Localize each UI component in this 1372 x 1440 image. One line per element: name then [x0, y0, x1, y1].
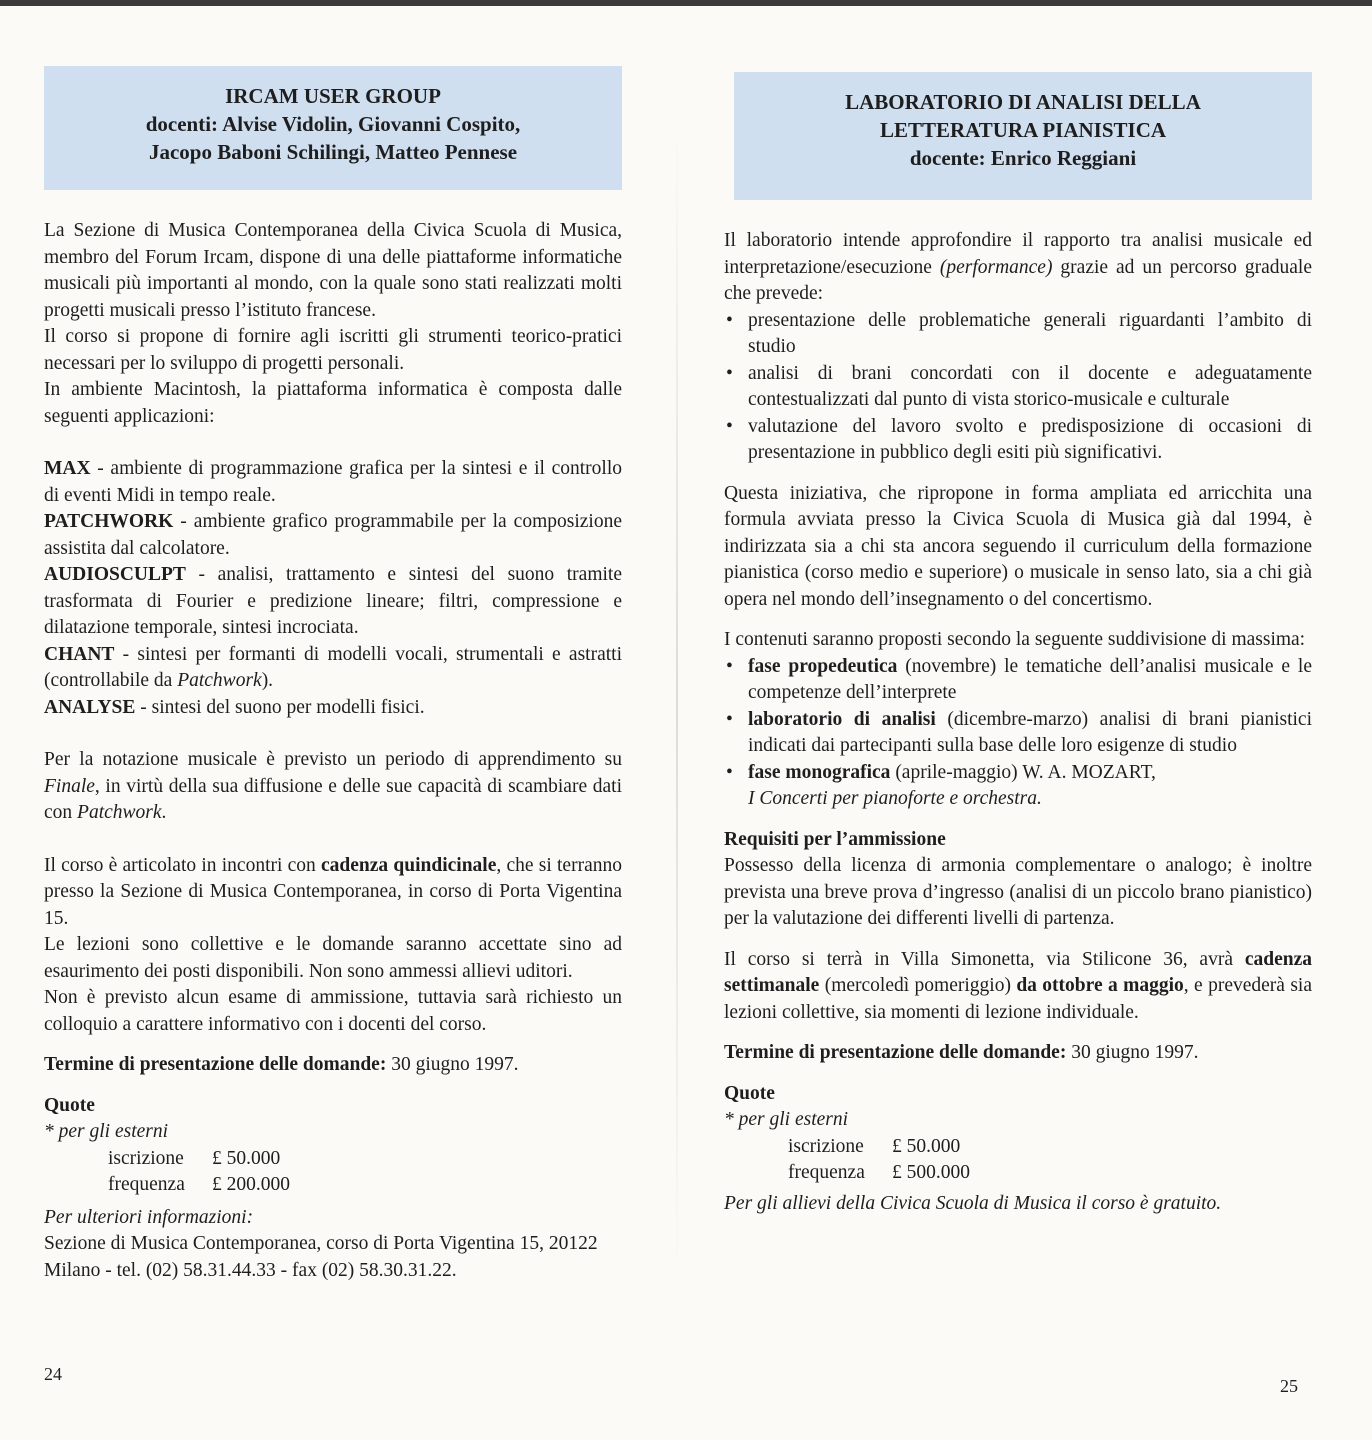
lessons-paragraph: Le lezioni sono collettive e le domande saranno accettate sino ad esaurimento dei posti disponibili. Non sono ammessi allievi uditori. [44, 934, 622, 982]
left-quote-sub: * per gli esterni [44, 1121, 169, 1142]
right-body [724, 228, 1312, 1217]
left-header-title: IRCAM USER GROUP [225, 84, 441, 108]
location-paragraph [724, 947, 1312, 1027]
app-audiosculpt [44, 562, 622, 642]
app-desc: - sintesi del suono per modelli fisici. [135, 696, 425, 718]
right-header-line2: LETTERATURA PIANISTICA [879, 118, 1167, 142]
right-intro [724, 228, 1312, 308]
app-desc: - analisi, trattamento e sintesi del suono tramite trasformata di Fourier e predizione lineare; filtri, compressione e dilatazione temporale, sintesi incrociata. [44, 564, 622, 638]
app-chant [44, 642, 622, 695]
notation-patchwork: Patchwork [77, 802, 162, 823]
right-fee-row [724, 1160, 1312, 1187]
phase-text: (novembre) le tematiche dell’analisi musicale e le competenze dell’interprete [748, 655, 1312, 703]
right-header-line3: docente: Enrico Reggiani [909, 146, 1137, 170]
app-patchwork [44, 509, 622, 562]
app-name: AUDIOSCULPT [44, 564, 186, 585]
page-fold [676, 120, 678, 1280]
requirements-text: Possesso della licenza di armonia complementare o analogo; è inoltre prevista una breve prova d’ingresso (analisi di un piccolo brano pianistico) per la valutazione dei differenti livelli di partenza. [724, 855, 1312, 929]
phase-text: (aprile-maggio) W. A. MOZART, [890, 761, 1156, 783]
app-max [44, 456, 622, 509]
info-label: Per ulteriori informazioni: [44, 1206, 254, 1228]
right-deadline [724, 1040, 1312, 1067]
app-desc-end: ). [261, 670, 274, 691]
fee-label: iscrizione [108, 1147, 184, 1169]
left-intro-3: In ambiente Macintosh, la piattaforma informatica è composta dalle seguenti applicazioni: [44, 379, 622, 427]
steps-list [724, 308, 1312, 467]
deadline-value: 30 giugno 1997. [1066, 1042, 1199, 1063]
right-quote-sub: * per gli esterni [724, 1109, 849, 1130]
info-text: Sezione di Musica Contemporanea, corso di Porta Vigentina 15, 20122 Milano - tel. (02) 58.31.44.33 - fax (02) 58.30.31.22. [44, 1233, 598, 1281]
fee-value: £ 200.000 [212, 1174, 290, 1195]
notation-text-2: , in virtù della sua diffusione e delle sue capacità di scambiare dati con [44, 775, 622, 823]
fee-value: £ 50.000 [212, 1147, 281, 1169]
location-text: Il corso si terrà in Villa Simonetta, via Stilicone 36, avrà [724, 948, 1245, 970]
intro-text-2: grazie ad un percorso graduale che prevede: [724, 256, 1312, 304]
app-desc-italic: Patchwork [177, 670, 262, 691]
phase-title: laboratorio di analisi [748, 708, 936, 730]
fee-value: £ 50.000 [892, 1135, 961, 1157]
contents-intro: I contenuti saranno proposti secondo la seguente suddivisione di massima: [724, 629, 1306, 650]
notation-text: Per la notazione musicale è previsto un periodo di apprendimento su [44, 749, 622, 770]
left-deadline [44, 1052, 622, 1079]
list-item: • analisi di brani concordati con il docente e adeguatamente contestualizzati dal punto di vista storico-musicale e culturale [724, 361, 1312, 414]
notation-paragraph [44, 747, 622, 827]
fee-label: iscrizione [788, 1135, 864, 1157]
notation-text-3: . [161, 802, 167, 823]
left-intro-2: Il corso si propone di fornire agli iscritti gli strumenti teorico-pratici necessari per lo sviluppo di progetti personali. [44, 326, 622, 374]
app-name: PATCHWORK [44, 511, 174, 532]
initiative-paragraph: Questa iniziativa, che ripropone in forma ampliata ed arricchita una formula avviata presso la Civica Scuola di Musica già dal 1994, è indirizzata sia a chi sta ancora seguendo il curriculum della formazione pianistica (corso medio e superiore) o musicale in senso lato, sia a chi già opera nel mondo dell’insegnamento o del concertismo. [724, 482, 1312, 610]
schedule-text-2: , che si terranno presso la Sezione di Musica Contemporanea, in corso di Porta Vigentina 15. [44, 854, 622, 929]
location-text-2: (mercoledì pomeriggio) [819, 975, 1017, 996]
schedule-text: Il corso è articolato in incontri con [44, 854, 322, 876]
list-item [724, 707, 1312, 760]
app-desc: - ambiente grafico programmabile per la composizione assistita dal calcolatore. [44, 511, 622, 559]
app-analyse [44, 695, 622, 722]
fee-label: frequenza [108, 1174, 185, 1195]
right-page [724, 0, 1312, 1217]
left-header-box [44, 66, 622, 190]
right-fee-row [724, 1134, 1312, 1161]
requirements-title: Requisiti per l’ammissione [724, 828, 946, 850]
left-fee-row [44, 1172, 622, 1199]
left-quote-title: Quote [44, 1094, 95, 1116]
right-header-title: LABORATORIO DI ANALISI DELLA [845, 90, 1201, 114]
location-bold-2: da ottobre a maggio [1016, 975, 1184, 996]
list-item [724, 760, 1312, 813]
app-desc: - ambiente di programmazione grafica per la sintesi e il controllo di eventi Midi in tempo reale. [44, 458, 622, 506]
list-item: • valutazione del lavoro svolto e predisposizione di occasioni di presentazione in pubblico degli esiti più significativi. [724, 414, 1312, 467]
phase-text: (dicembre-marzo) analisi di brani pianistici indicati dai partecipanti sulla base delle loro esigenze di studio [748, 708, 1312, 756]
page-number-left: 24 [44, 1364, 62, 1384]
free-note: Per gli allievi della Civica Scuola di Musica il corso è gratuito. [724, 1192, 1222, 1214]
deadline-label: Termine di presentazione delle domande: [724, 1042, 1067, 1063]
schedule-paragraph [44, 853, 622, 933]
left-body [44, 218, 622, 1284]
phases-list [724, 654, 1312, 813]
list-item: • presentazione delle problematiche generali riguardanti l’ambito di studio [724, 308, 1312, 361]
notation-finale: Finale [44, 775, 95, 797]
intro-italic: (performance) [939, 256, 1053, 278]
location-text-3: , e prevederà sia lezioni collettive, sia momenti di lezione individuale. [724, 975, 1312, 1023]
right-quote-title: Quote [724, 1082, 775, 1104]
left-intro-1: La Sezione di Musica Contemporanea della Civica Scuola di Musica, membro del Forum Ircam, dispone di una delle piattaforme informatiche musicali più importanti al mondo, con la quale sono stati realizzati molti progetti musicali presso l’istituto francese. [44, 220, 622, 321]
right-header-box [734, 72, 1312, 200]
app-name: ANALYSE [44, 696, 136, 718]
page-number-right: 25 [1280, 1376, 1298, 1396]
fee-value: £ 500.000 [892, 1162, 970, 1183]
left-page [44, 0, 622, 1284]
app-name: CHANT [44, 643, 115, 665]
app-desc: - sintesi per formanti di modelli vocali, strumentali e astratti (controllabile da [44, 643, 622, 691]
schedule-bold: cadenza quindicinale [321, 854, 497, 876]
intro-text: Il laboratorio intende approfondire il rapporto tra analisi musicale ed interpretazione/esecuzione [724, 230, 1312, 278]
app-name: MAX [44, 458, 91, 479]
deadline-label: Termine di presentazione delle domande: [44, 1054, 387, 1075]
exam-paragraph: Non è previsto alcun esame di ammissione, tuttavia sarà richiesto un colloquio a carattere informativo con i docenti del corso. [44, 987, 622, 1035]
left-header-line3: Jacopo Baboni Schilingi, Matteo Pennese [148, 140, 518, 164]
fee-label: frequenza [788, 1162, 865, 1183]
left-fee-row [44, 1146, 622, 1173]
deadline-value: 30 giugno 1997. [386, 1054, 519, 1075]
location-bold: cadenza settimanale [724, 948, 1312, 996]
phase-title: fase propedeutica [748, 655, 898, 677]
phase-italic: I Concerti per pianoforte e orchestra. [748, 788, 1042, 809]
phase-title: fase monografica [748, 761, 891, 783]
left-header-line2: docenti: Alvise Vidolin, Giovanni Cospito, [145, 112, 521, 136]
list-item [724, 654, 1312, 707]
